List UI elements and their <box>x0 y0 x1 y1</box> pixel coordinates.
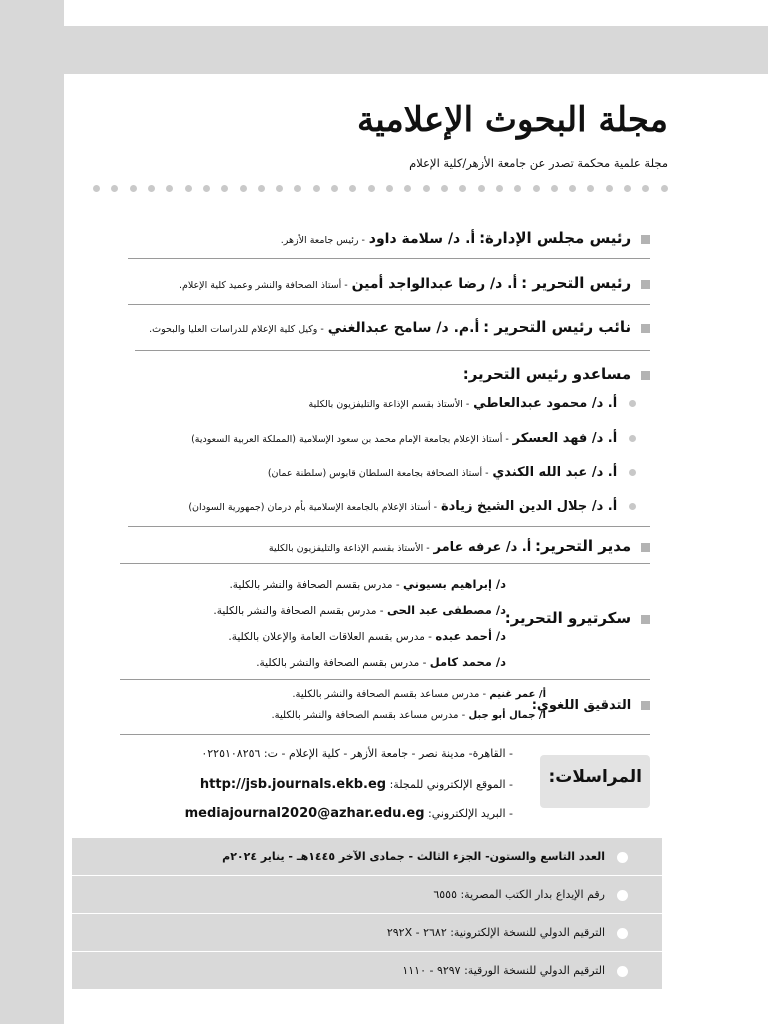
secretaries-heading-row <box>505 609 650 627</box>
circle-bullet-icon <box>617 890 628 901</box>
square-bullet-icon <box>641 615 650 624</box>
square-bullet-icon <box>641 235 650 244</box>
circle-bullet-icon <box>629 435 636 442</box>
person-desc: - الأستاذ بقسم الإذاعة والتليفزيون بالكلية <box>268 543 430 554</box>
person-name: أ.م. د/ سامح عبدالغني <box>327 320 480 336</box>
assistants-heading-row <box>463 365 650 383</box>
section-heading: مساعدو رئيس التحرير: <box>462 365 632 383</box>
circle-bullet-icon <box>617 852 628 863</box>
top-band <box>64 26 768 74</box>
person-name: أ. د/ رضا عبدالواجد أمين <box>351 276 518 292</box>
editor-in-chief-row <box>179 274 650 292</box>
role-label: رئيس التحرير : <box>521 274 632 292</box>
square-bullet-icon <box>641 324 650 333</box>
divider <box>128 526 650 527</box>
email-label: - البريد الإلكتروني: <box>428 807 513 820</box>
deputy-editor-row <box>149 318 650 336</box>
managing-editor-row <box>269 537 650 555</box>
website-label: - الموقع الإلكتروني للمجلة: <box>389 778 513 791</box>
correspondence-label: المراسلات: <box>548 767 642 787</box>
dotted-divider <box>93 185 668 193</box>
divider <box>120 679 650 680</box>
email-link[interactable]: mediajournal2020@azhar.edu.eg <box>184 806 425 821</box>
divider <box>128 304 650 305</box>
issn-electronic: الترقيم الدولي للنسخة الإلكترونية: ٢٦٨٢ - ٢٩٢X <box>387 926 628 939</box>
section-heading: سكرتيرو التحرير: <box>504 609 632 627</box>
divider <box>120 563 650 564</box>
divider <box>120 734 650 735</box>
square-bullet-icon <box>641 280 650 289</box>
divider <box>128 258 650 259</box>
deposit-number: رقم الإيداع بدار الكتب المصرية: ٦٥٥٥ <box>433 888 628 901</box>
secretary-item: د/ مصطفى عبد الحى - مدرس بقسم الصحافة والنشر بالكلية. <box>213 603 506 617</box>
journal-title: مجلة البحوث الإعلامية <box>356 100 668 140</box>
role-label: نائب رئيس التحرير : <box>483 318 632 336</box>
circle-bullet-icon <box>629 400 636 407</box>
square-bullet-icon <box>641 543 650 552</box>
assistant-item: أ. د/ محمود عبدالعاطي - الأستاذ بقسم الإذاعة والتليفزيون بالكلية <box>309 396 637 411</box>
person-desc: - رئيس جامعة الأزهر. <box>280 235 365 246</box>
person-name: أ. د/ عرفه عامر <box>433 540 532 555</box>
address-line: - القاهرة- مدينة نصر - جامعة الأزهر - كلية الإعلام - ت: ٠٢٢٥١٠٨٢٥٦ <box>201 747 513 760</box>
divider <box>135 350 650 351</box>
chairman-row <box>281 229 650 247</box>
journal-subtitle: مجلة علمية محكمة تصدر عن جامعة الأزهر/كلية الإعلام <box>409 156 668 170</box>
square-bullet-icon <box>641 701 650 710</box>
circle-bullet-icon <box>629 503 636 510</box>
person-desc: - أستاذ الصحافة والنشر وعميد كلية الإعلام. <box>178 280 348 291</box>
secretary-item: د/ أحمد عبده - مدرس بقسم العلاقات العامة والإعلان بالكلية. <box>228 629 506 643</box>
proofreading-heading-row <box>532 698 650 713</box>
section-heading: التدقيق اللغوي: <box>531 698 632 713</box>
person-desc: - وكيل كلية الإعلام للدراسات العليا والبحوث. <box>149 324 324 335</box>
proofreader-item: أ/ عمر غنيم - مدرس مساعد بقسم الصحافة والنشر بالكلية. <box>292 689 546 700</box>
assistant-item: أ. د/ فهد العسكر - أستاذ الإعلام بجامعة الإمام محمد بن سعود الإسلامية (المملكة العربية السعودية) <box>191 431 636 446</box>
person-name: أ. د/ سلامة داود <box>368 231 476 247</box>
email-line <box>185 806 513 821</box>
proofreader-item: أ/ جمال أبو جبل - مدرس مساعد بقسم الصحافة والنشر بالكلية. <box>271 710 546 721</box>
circle-bullet-icon <box>617 928 628 939</box>
website-link[interactable]: http://jsb.journals.ekb.eg <box>199 777 387 792</box>
square-bullet-icon <box>641 371 650 380</box>
role-label: مدير التحرير: <box>535 537 632 555</box>
circle-bullet-icon <box>629 469 636 476</box>
secretary-item: د/ محمد كامل - مدرس بقسم الصحافة والنشر بالكلية. <box>256 655 506 669</box>
assistant-item: أ. د/ جلال الدين الشيخ زيادة - أستاذ الإعلام بالجامعة الإسلامية بأم درمان (جمهورية السودان) <box>188 499 636 514</box>
secretary-item: د/ إبراهيم بسيوني - مدرس بقسم الصحافة والنشر بالكلية. <box>229 577 506 591</box>
role-label: رئيس مجلس الإدارة: <box>479 229 632 247</box>
website-line <box>200 777 513 792</box>
assistant-item: أ. د/ عبد الله الكندي - أستاذ الصحافة بجامعة السلطان قابوس (سلطنة عمان) <box>268 465 636 480</box>
circle-bullet-icon <box>617 966 628 977</box>
issue-info: العدد التاسع والستون- الجزء الثالث - جمادى الآخر ١٤٤٥هـ - يناير ٢٠٢٤م <box>222 850 628 863</box>
issn-print: الترقيم الدولي للنسخة الورقية: ٩٢٩٧ - ١١١٠ <box>402 964 628 977</box>
